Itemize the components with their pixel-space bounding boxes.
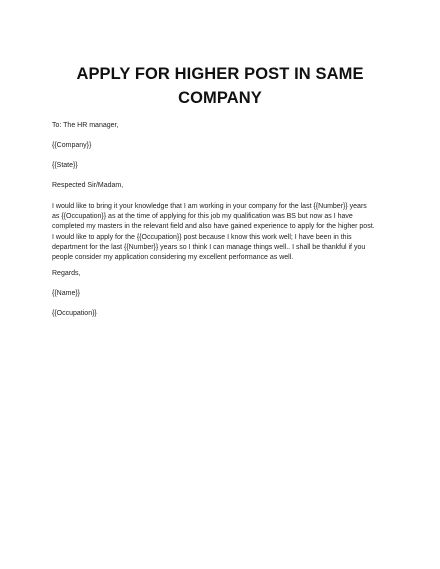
body-line: I would like to apply for the {{Occupation}} post because I know this work well; I have been in this	[52, 233, 352, 241]
state-placeholder: {{State}}	[52, 162, 78, 169]
title-line-1: APPLY FOR HIGHER POST IN SAME	[76, 65, 364, 83]
company-placeholder: {{Company}}	[52, 142, 92, 149]
recipient-line: To: The HR manager,	[52, 122, 119, 129]
body-line: as {{Occupation}} as at the time of applying for this job my qualification was BS but now as I have	[52, 213, 353, 221]
body-line: department for the last {{Number}} years so I think I can manage things well.. I shall be thankful if you	[52, 243, 366, 251]
body-line: completed my masters in the relevant field and also have gained experience to apply for the higher post.	[52, 223, 375, 231]
closing: Regards,	[52, 270, 81, 277]
title-line-2: COMPANY	[178, 89, 262, 107]
salutation: Respected Sir/Madam,	[52, 182, 124, 189]
body-paragraph	[52, 202, 397, 263]
occupation-placeholder: {{Occupation}}	[52, 310, 97, 317]
body-line: I would like to bring it your knowledge that I am working in your company for the last {{Number}} years	[52, 203, 367, 210]
document-title	[40, 62, 400, 110]
name-placeholder: {{Name}}	[52, 290, 81, 297]
body-line: people consider my application considering my excellent performance as well.	[52, 254, 294, 262]
